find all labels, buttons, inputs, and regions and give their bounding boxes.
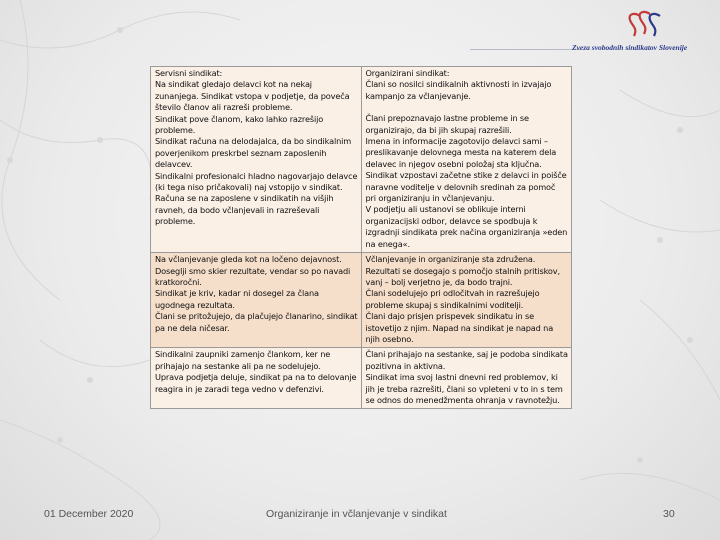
- cell-text: Člani prihajajo na sestanke, saj je podoba sindikata pozitivna in aktivna.: [365, 349, 568, 371]
- cell-text: Na včlanjevanje gleda kot na ločeno dejavnost.: [155, 254, 342, 265]
- cell-text: Člani so nosilci sindikalnih aktivnosti in izvajajo kampanjo za včlanjevanje.: [365, 79, 552, 101]
- cell-text: Sindikat pove članom, kako lahko razrešijo probleme.: [155, 113, 324, 136]
- cell-text: Doseglji smo skier rezultate, vendar so po navadi kratkoročni.: [155, 265, 351, 287]
- footer-title: Organiziranje in včlanjevanje v sindikat: [266, 508, 447, 520]
- logo-text: Zveza svobodnih sindikatov Slovenije: [572, 43, 688, 52]
- cell-text: Včlanjevanje in organiziranje sta združena.: [365, 254, 536, 265]
- table-cell: [361, 348, 572, 409]
- table-cell: [151, 348, 362, 409]
- table-cell-organizirani: [361, 67, 572, 253]
- table-cell: [151, 253, 362, 348]
- cell-text: Člani sodelujejo pri odločitvah in razrešujejo probleme skupaj s sindikalnimi voditelji.: [365, 288, 540, 310]
- table-cell-servisni: [151, 67, 362, 253]
- cell-text: Organizirani sindikat:: [365, 68, 450, 78]
- cell-text: Sindikat računa na delodajalca, da bo sindikalnim poverjenikom preskrbel seznam zaposlenih delavcev.: [155, 136, 352, 170]
- cell-text: Sindikat vzpostavi začetne stike z delavci in poišče naravne voditelje v delovnih sredinah za pomoč pri organiziranju in včlanjevanju.: [365, 170, 567, 204]
- cell-text: Sindikat je kriv, kadar ni dosegel za člana ugodnega rezultata.: [155, 288, 319, 310]
- cell-text: Člani prepoznavajo lastne probleme in se organizirajo, da bi jih skupaj razrešili.: [365, 113, 529, 135]
- cell-text: Servisni sindikat:: [155, 68, 223, 78]
- table-cell: [361, 253, 572, 348]
- logo-divider: [470, 49, 580, 50]
- cell-text: Sindikalni profesionalci hladno nagovarjajo delavce (ki tega niso pričakovali) naj vstopijo v sindikat.: [155, 170, 358, 193]
- cell-text: Sindikalni zaupniki zamenjo člankom, ker ne prihajajo na sestanke ali pa ne sodelujejo.: [155, 349, 331, 371]
- cell-text: V podjetju ali ustanovi se oblikuje interni organizacijski odbor, delavce se spodbuja k izgradnji sindikata prek načina organiziranja »eden na enega«.: [365, 204, 568, 249]
- page-number: 30: [663, 508, 675, 520]
- cell-text: Člani se pritožujejo, da plačujejo članarino, sindikat pa ne dela ničesar.: [155, 311, 358, 333]
- cell-text: Na sindikat gledajo delavci kot na nekaj zunanjega. Sindikat vstopa v podjetje, da poveča število članov ali razreši probleme.: [155, 79, 350, 113]
- cell-text: Uprava podjetja deluje, sindikat pa na to delovanje reagira in je zaradi tega vedno v defenzivi.: [155, 372, 357, 394]
- table-row: [151, 348, 572, 409]
- comparison-table: [150, 66, 572, 409]
- footer-date: 01 December 2020: [44, 508, 134, 520]
- cell-text: Rezultati se dosegajo s pomočjo stalnih pritiskov, vanj – bolj verjetno je, da bodo trajni.: [365, 265, 560, 287]
- table-row: [151, 67, 572, 253]
- cell-text: Imena in informacije zagotovijo delavci sami – preslikavanje delovnega mesta na katerem dela delavec in njegov osebni položaj sta ključna.: [365, 136, 557, 169]
- cell-text: Člani dajo prisjen prispevek sindikatu in se istovetijo z njim. Napad na sindikat je napad na njih osebno.: [365, 311, 554, 344]
- cell-text: Sindikat ima svoj lastni dnevni red problemov, ki jih je treba razrešiti, člani so vpleteni v to in s tem se odnos do menedžmenta ohranja v ravnotežju.: [365, 372, 563, 405]
- cell-text: Računa se na zaposlene v sindikatih na višjih ravneh, da bodo včlanjevali in razreševali probleme.: [155, 193, 334, 227]
- table-row: [151, 253, 572, 348]
